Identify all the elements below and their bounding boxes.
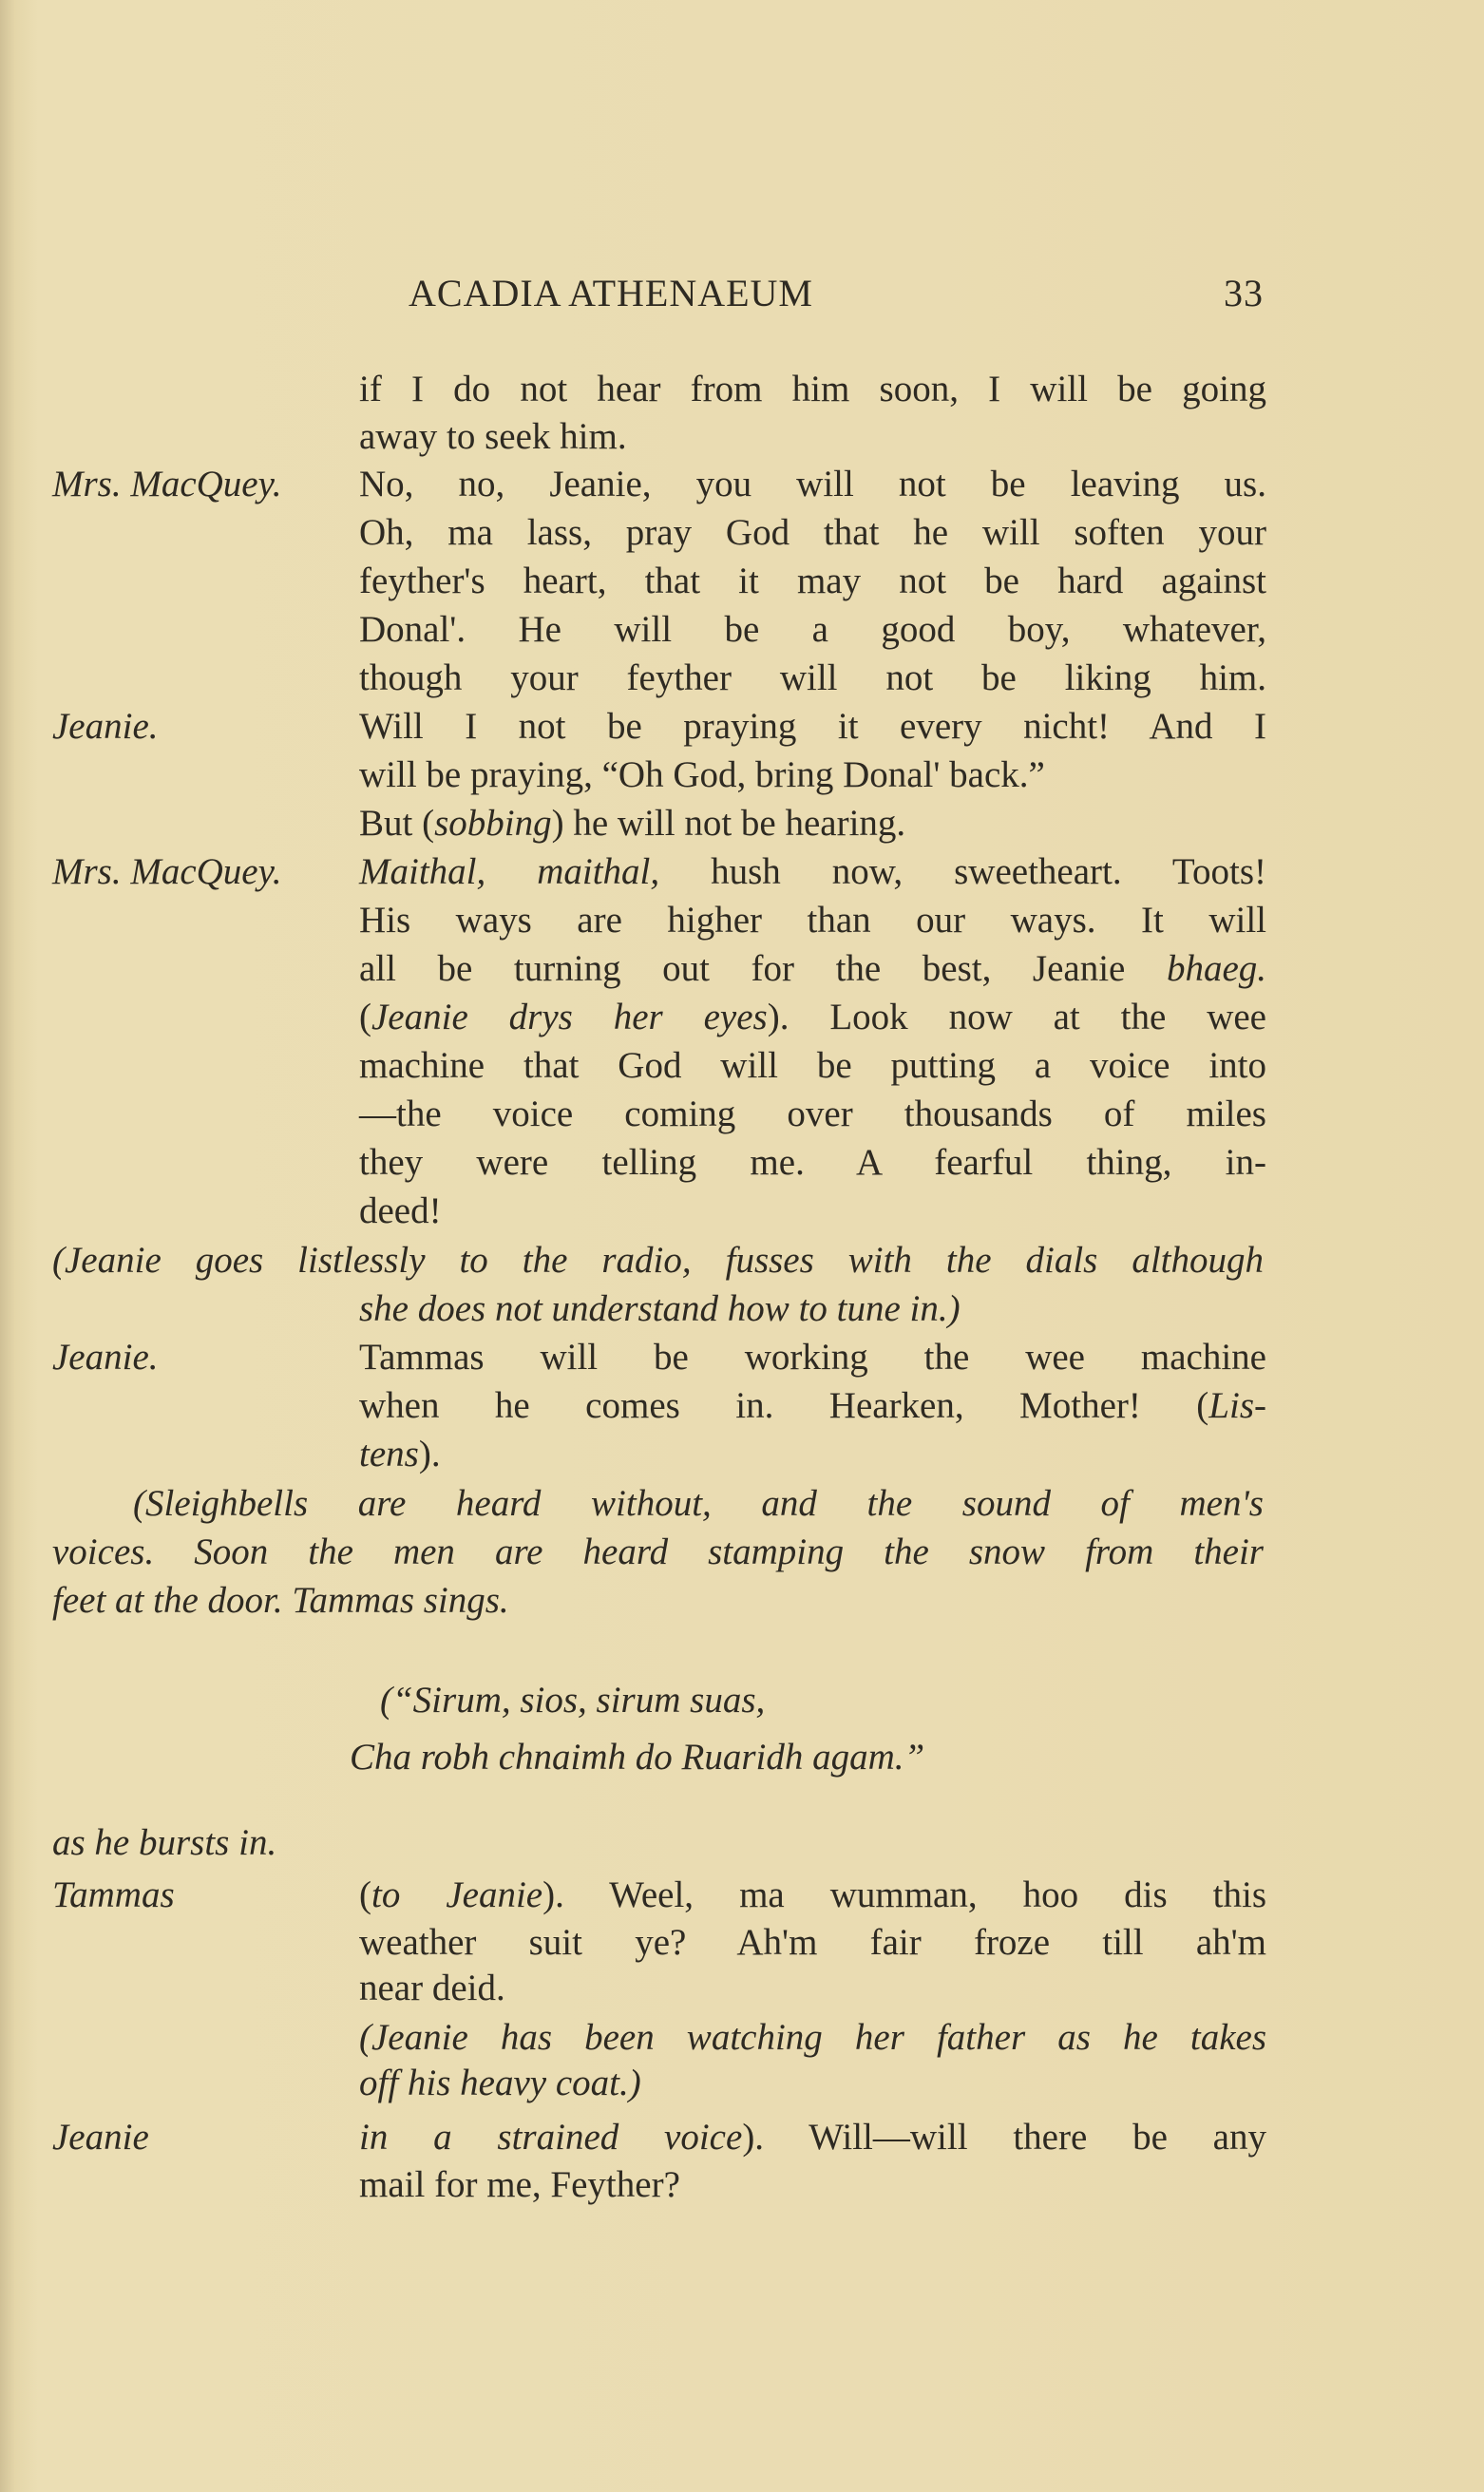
text-line: if I do not hear from him soon, I will be going xyxy=(359,369,1266,409)
text-line xyxy=(359,1872,1266,1919)
text-span: ). Weel, ma wumman, hoo dis this xyxy=(542,1874,1267,1915)
text-line xyxy=(359,848,1266,896)
speaker-label: Jeanie xyxy=(52,2117,149,2158)
stage-direction: tens xyxy=(359,1434,419,1474)
text-span: ). Will—will there be any xyxy=(742,2117,1266,2158)
running-header xyxy=(361,271,1264,328)
text-span: ( xyxy=(359,1874,371,1915)
gaelic-phrase: Maithal, maithal, xyxy=(359,851,660,892)
text-span: hush now, sweetheart. Toots! xyxy=(659,851,1266,892)
journal-title: ACADIA ATHENAEUM xyxy=(409,272,813,314)
stage-direction: voices. Soon the men are heard stamping the snow from their xyxy=(52,1531,1264,1572)
text-line: Will I not be praying it every nicht! And I xyxy=(359,706,1266,747)
text-line: weather suit ye? Ah'm fair froze till ah'm xyxy=(359,1922,1266,1963)
text-line: mail for me, Feyther? xyxy=(359,2164,680,2205)
text-line xyxy=(359,2114,1266,2161)
text-line: No, no, Jeanie, you will not be leaving us. xyxy=(359,464,1266,504)
text-line: they were telling me. A fearful thing, in- xyxy=(359,1142,1266,1183)
stage-direction: (Sleighbells are heard without, and the sound of men's xyxy=(133,1483,1264,1524)
text-line: His ways are higher than our ways. It will xyxy=(359,900,1266,941)
text-line xyxy=(359,994,1266,1041)
stage-direction: Lis- xyxy=(1208,1385,1266,1426)
speaker-label: Jeanie. xyxy=(52,1337,159,1378)
text-line: Oh, ma lass, pray God that he will soften your xyxy=(359,512,1266,553)
song-line: (“Sirum, sios, sirum suas, xyxy=(380,1680,766,1721)
text-line: machine that God will be putting a voice into xyxy=(359,1045,1266,1086)
text-line xyxy=(359,945,1266,993)
stage-direction: off his heavy coat.) xyxy=(359,2063,641,2103)
speaker-label: Mrs. MacQuey. xyxy=(52,851,282,892)
text-line: Donal'. He will be a good boy, whatever, xyxy=(359,609,1266,650)
stage-direction: feet at the door. Tammas sings. xyxy=(52,1580,509,1621)
text-span: all be turning out for the best, Jeanie xyxy=(359,948,1167,989)
gaelic-phrase: bhaeg. xyxy=(1166,948,1266,989)
text-span: ). xyxy=(418,1434,441,1474)
speaker-label: Jeanie. xyxy=(52,706,159,747)
text-line: Tammas will be working the wee machine xyxy=(359,1337,1266,1378)
text-line xyxy=(359,1382,1266,1430)
stage-direction: sobbing xyxy=(434,803,552,844)
text-line: near deid. xyxy=(359,1968,505,2008)
stage-direction: (Jeanie goes listlessly to the radio, fusses with the dials although xyxy=(52,1240,1264,1281)
text-span: ). Look now at the wee xyxy=(767,997,1266,1037)
text-line xyxy=(359,800,905,847)
text-span: ) he will not be hearing. xyxy=(551,803,906,844)
stage-direction: in a strained voice xyxy=(359,2117,743,2158)
text-line: —the voice coming over thousands of miles xyxy=(359,1094,1266,1134)
song-line: Cha robh chnaimh do Ruaridh agam.” xyxy=(350,1737,925,1778)
text-span: But ( xyxy=(359,803,435,844)
speaker-label: Tammas xyxy=(52,1874,175,1915)
text-span: when he comes in. Hearken, Mother! ( xyxy=(359,1385,1209,1426)
speaker-label: Mrs. MacQuey. xyxy=(52,464,282,504)
text-line: feyther's heart, that it may not be hard against xyxy=(359,561,1266,601)
text-span: ( xyxy=(359,997,371,1037)
text-line xyxy=(359,1431,441,1478)
stage-direction: to Jeanie xyxy=(371,1874,543,1915)
text-line: away to seek him. xyxy=(359,416,627,457)
stage-direction: Jeanie drys her eyes xyxy=(371,997,768,1037)
stage-direction: (Jeanie has been watching her father as he takes xyxy=(359,2017,1266,2058)
text-line: will be praying, “Oh God, bring Donal' back.” xyxy=(359,754,1045,795)
stage-direction: as he bursts in. xyxy=(52,1822,277,1863)
text-line: though your feyther will not be liking him. xyxy=(359,657,1266,698)
stage-direction: she does not understand how to tune in.) xyxy=(359,1288,961,1329)
text-line: deed! xyxy=(359,1190,442,1231)
page-number: 33 xyxy=(1224,272,1264,314)
